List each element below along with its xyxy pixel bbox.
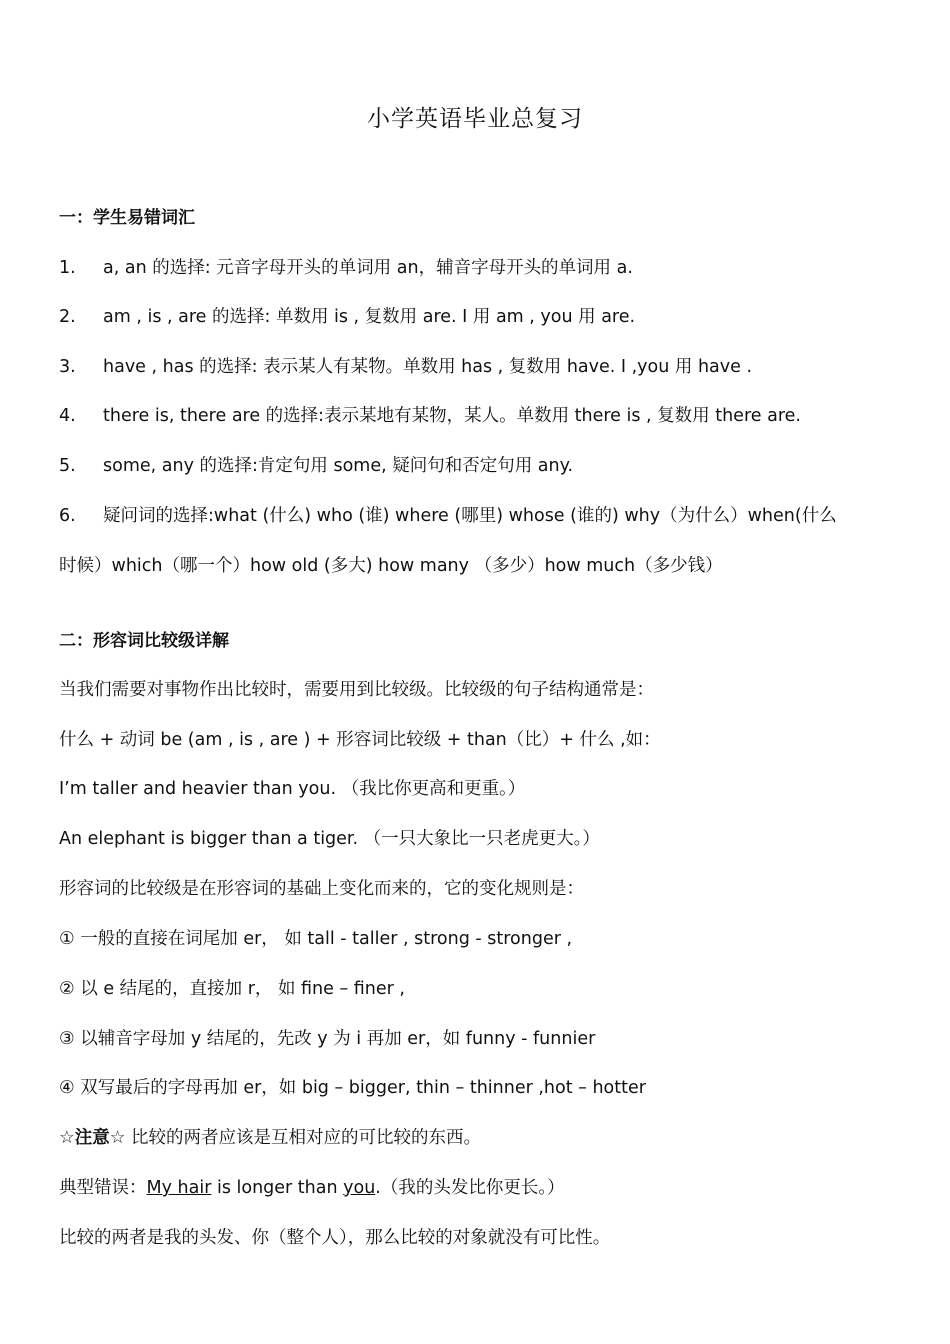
page-title: 小学英语毕业总复习	[367, 106, 583, 132]
item-text: 疑问词的选择:what (什么) who (谁) where (哪里) whose (谁的) why（为什么）when(什么	[103, 506, 837, 526]
underlined-subject: My hair	[146, 1178, 212, 1198]
item-number: 1.	[59, 258, 76, 278]
item-text: a, an 的选择: 元音字母开头的单词用 an，辅音字母开头的单词用 a.	[103, 258, 633, 278]
example-sentence: I’m taller and heavier than you. （我比你更高和更重。）	[59, 779, 526, 799]
list-item	[59, 256, 899, 280]
item-number: 2.	[59, 307, 76, 327]
list-item	[59, 504, 899, 528]
note	[59, 1126, 899, 1150]
list-item	[59, 404, 899, 428]
item-number: 6.	[59, 506, 76, 526]
item-number: 5.	[59, 456, 76, 476]
section-2-heading: 二：形容词比较级详解	[59, 631, 229, 651]
underlined-object: you	[343, 1178, 376, 1198]
typical-error-tail: .（我的头发比你更长。）	[375, 1178, 565, 1198]
typical-error	[59, 1176, 899, 1200]
item-text: am , is , are 的选择: 单数用 is , 复数用 are. I 用 am , you 用 are.	[103, 307, 636, 327]
note-text: 比较的两者应该是互相对应的可比较的东西。	[125, 1128, 481, 1148]
item-text: some, any 的选择:肯定句用 some, 疑问句和否定句用 any.	[103, 456, 574, 476]
item-number: 4.	[59, 406, 76, 426]
rule-item: ④ 双写最后的字母再加 er，如 big – bigger, thin – thinner ,hot – hotter	[59, 1078, 646, 1098]
paragraph: 什么 + 动词 be (am , is , are ) + 形容词比较级 + than（比）+ 什么 ,如：	[59, 730, 661, 750]
rule-item: ② 以 e 结尾的，直接加 r， 如 fine – finer ,	[59, 979, 405, 999]
item-number: 3.	[59, 357, 76, 377]
item-text: there is, there are 的选择:表示某地有某物，某人。单数用 there is , 复数用 there are.	[103, 406, 801, 426]
paragraph: 当我们需要对事物作出比较时，需要用到比较级。比较级的句子结构通常是：	[59, 680, 654, 700]
item-text: have , has 的选择: 表示某人有某物。单数用 has , 复数用 have. I ,you 用 have .	[103, 357, 753, 377]
explanation: 比较的两者是我的头发、你（整个人），那么比较的对象就没有可比性。	[59, 1228, 611, 1248]
list-item	[59, 454, 899, 478]
list-item-continuation: 时候）which（哪一个）how old (多大) how many （多少）how much（多少钱）	[59, 556, 723, 576]
list-item	[59, 355, 899, 379]
note-label: ☆注意☆	[59, 1128, 126, 1148]
section-1-heading: 一：学生易错词汇	[59, 208, 195, 228]
list-item	[59, 305, 899, 329]
paragraph: 形容词的比较级是在形容词的基础上变化而来的，它的变化规则是：	[59, 879, 584, 899]
typical-error-label: 典型错误：	[59, 1178, 147, 1198]
rule-item: ① 一般的直接在词尾加 er， 如 tall - taller , strong - stronger ,	[59, 929, 573, 949]
rule-item: ③ 以辅音字母加 y 结尾的，先改 y 为 i 再加 er，如 funny - funnier	[59, 1029, 596, 1049]
typical-error-middle: is longer than	[211, 1178, 344, 1198]
example-sentence: An elephant is bigger than a tiger. （一只大象比一只老虎更大。）	[59, 829, 600, 849]
